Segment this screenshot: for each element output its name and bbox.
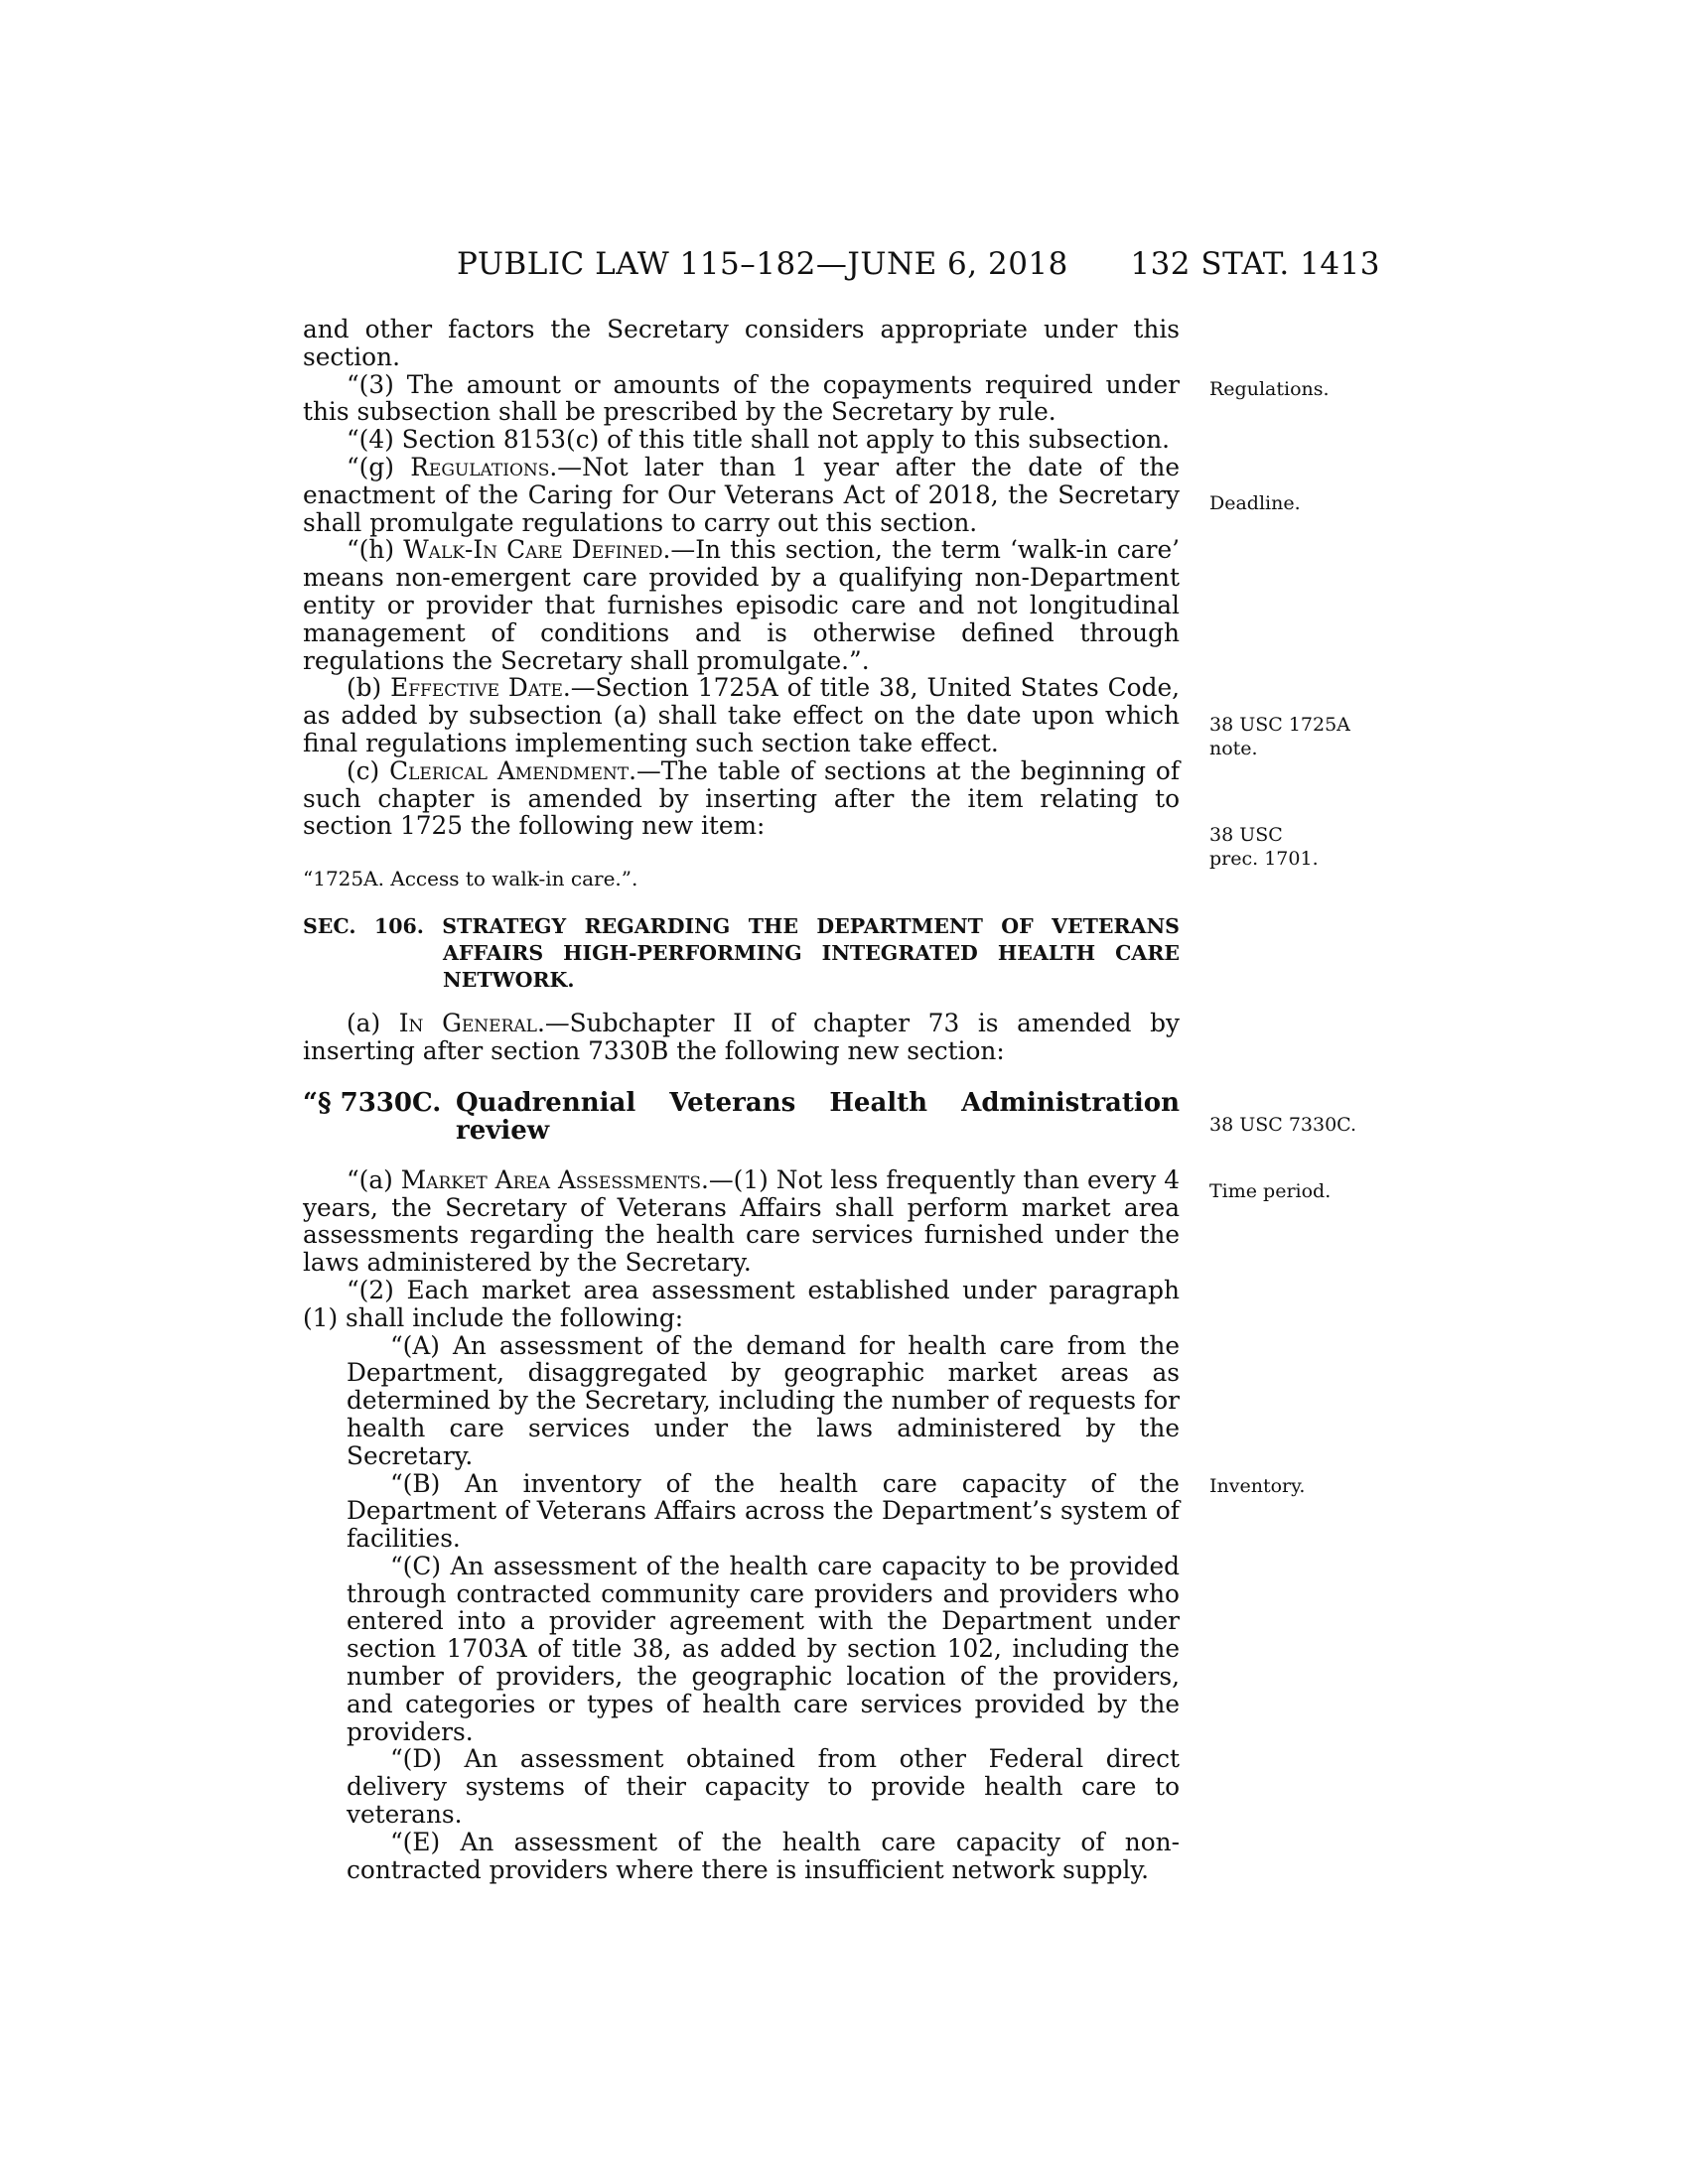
market-area-text: .—(1) Not less frequently than every 4 years, the Secretary of Veterans Affairs shall perform market area assessments regarding the health care services furnished under the laws administered by the Secretary. <box>303 1164 1180 1278</box>
margin-note-deadline: Deadline. <box>1209 492 1301 514</box>
market-area-assessments <box>303 1166 1180 1277</box>
margin-note-38usc7330c: 38 USC 7330C. <box>1209 1114 1357 1136</box>
subsection-g-text: .—Not later than 1 year after the date of the enactment of the Caring for Our Veterans Act of 2018, the Secretary shall promulgate regulations to carry out this section. <box>303 452 1181 537</box>
section-106-heading: SEC. 106. STRATEGY REGARDING THE DEPARTMENT OF VETERANS AFFAIRS HIGH-PERFORMING INTEGRATED HEALTH CARE NETWORK. <box>303 914 1180 993</box>
subsection-g-prefix: “(g) <box>347 452 411 481</box>
subsection-c-prefix: (c) <box>347 755 390 785</box>
paragraph-3: “(3) The amount or amounts of the copayments required under this subsection shall be prescribed by the Secretary by rule. <box>303 369 1180 427</box>
subsection-a-prefix: (a) <box>347 1009 399 1038</box>
margin-note-38usc1725a <box>1209 713 1350 760</box>
subsection-h-text: .—In this section, the term ‘walk-in care’ means non-emergent care provided by a qualifying non-Department entity or provider that furnishes episodic care and not longitudinal management of conditions and is otherwise defined through regulations the Secretary shall promulgate.”. <box>303 535 1180 675</box>
page-header-stat: 132 STAT. 1413 <box>1130 246 1380 282</box>
subsection-c-heading: Clerical Amendment <box>389 755 630 785</box>
subparagraph-c: “(C) An assessment of the health care capacity to be provided through contracted community care providers and providers who entered into a provider agreement with the Department under section 1703A of title 38, as added by section 102, including the number of providers, the geographic location of the providers, and categories or types of health care services provided by the providers. <box>347 1551 1180 1746</box>
section-7330c-number: “§ 7330C. <box>303 1087 442 1118</box>
paragraph-4: “(4) Section 8153(c) of this title shall not apply to this subsection. <box>347 425 1171 455</box>
margin-note-38usc-prec-line1: 38 USC <box>1209 824 1283 846</box>
margin-note-38usc-prec <box>1209 823 1319 871</box>
subparagraph-e: “(E) An assessment of the health care capacity of non-contracted providers where there is insufficient network supply. <box>347 1827 1180 1884</box>
page-header-title: PUBLIC LAW 115–182—JUNE 6, 2018 <box>457 246 1068 282</box>
margin-note-38usc1725a-line1: 38 USC 1725A <box>1209 714 1350 736</box>
subsection-a-general <box>303 1010 1180 1065</box>
margin-note-38usc-prec-line2: prec. 1701. <box>1209 848 1319 870</box>
market-area-paragraph-2: “(2) Each market area assessment established under paragraph (1) shall include the following: <box>303 1275 1180 1332</box>
subsection-a-heading: In General <box>398 1009 537 1038</box>
section-7330c-title: Quadrennial Veterans Health Administration review <box>456 1087 1180 1146</box>
market-area-heading: Market Area Assessments <box>400 1164 701 1194</box>
subparagraph-a: “(A) An assessment of the demand for health care from the Department, disaggregated by geographic market areas as determined by the Secretary, including the number of requests for health care services under the laws administered by the Secretary. <box>347 1330 1180 1470</box>
margin-note-regulations: Regulations. <box>1209 378 1330 400</box>
paragraph-continuation: and other factors the Secretary considers appropriate under this section. <box>303 315 1180 371</box>
subsection-h <box>303 536 1180 674</box>
subsection-a-text: .—Subchapter II of chapter 73 is amended by inserting after section 7330B the following new section: <box>303 1009 1181 1065</box>
table-of-sections-item: “1725A. Access to walk-in care.”. <box>303 867 638 891</box>
margin-note-inventory: Inventory. <box>1209 1475 1306 1497</box>
subsection-b-heading: Effective Date <box>390 673 563 703</box>
subsection-c-text: .—The table of sections at the beginning of such chapter is amended by inserting after the item relating to section 1725 the following new item: <box>303 755 1181 841</box>
subsection-b-text: .—Section 1725A of title 38, United States Code, as added by subsection (a) shall take effect on the date upon which final regulations implementing such section take effect. <box>303 673 1180 757</box>
margin-note-38usc1725a-line2: note. <box>1209 738 1258 759</box>
margin-note-time-period: Time period. <box>1209 1180 1332 1202</box>
running-header <box>298 246 1380 286</box>
subsection-g <box>303 454 1180 536</box>
document-body <box>303 316 1180 1883</box>
subparagraph-d: “(D) An assessment obtained from other Federal direct delivery systems of their capacity to provide health care to veterans. <box>347 1744 1180 1830</box>
subsection-c <box>303 757 1180 840</box>
subsection-b <box>303 674 1180 756</box>
subparagraph-b: “(B) An inventory of the health care capacity of the Department of Veterans Affairs across the Department’s system of facilities. <box>347 1468 1180 1554</box>
subsection-h-prefix: “(h) <box>347 535 404 565</box>
subsection-b-prefix: (b) <box>347 673 391 703</box>
subsection-g-heading: Regulations <box>410 452 550 481</box>
section-7330c-heading <box>303 1089 1180 1145</box>
subsection-h-heading: Walk-In Care Defined <box>403 535 663 565</box>
market-area-prefix: “(a) <box>347 1164 401 1194</box>
